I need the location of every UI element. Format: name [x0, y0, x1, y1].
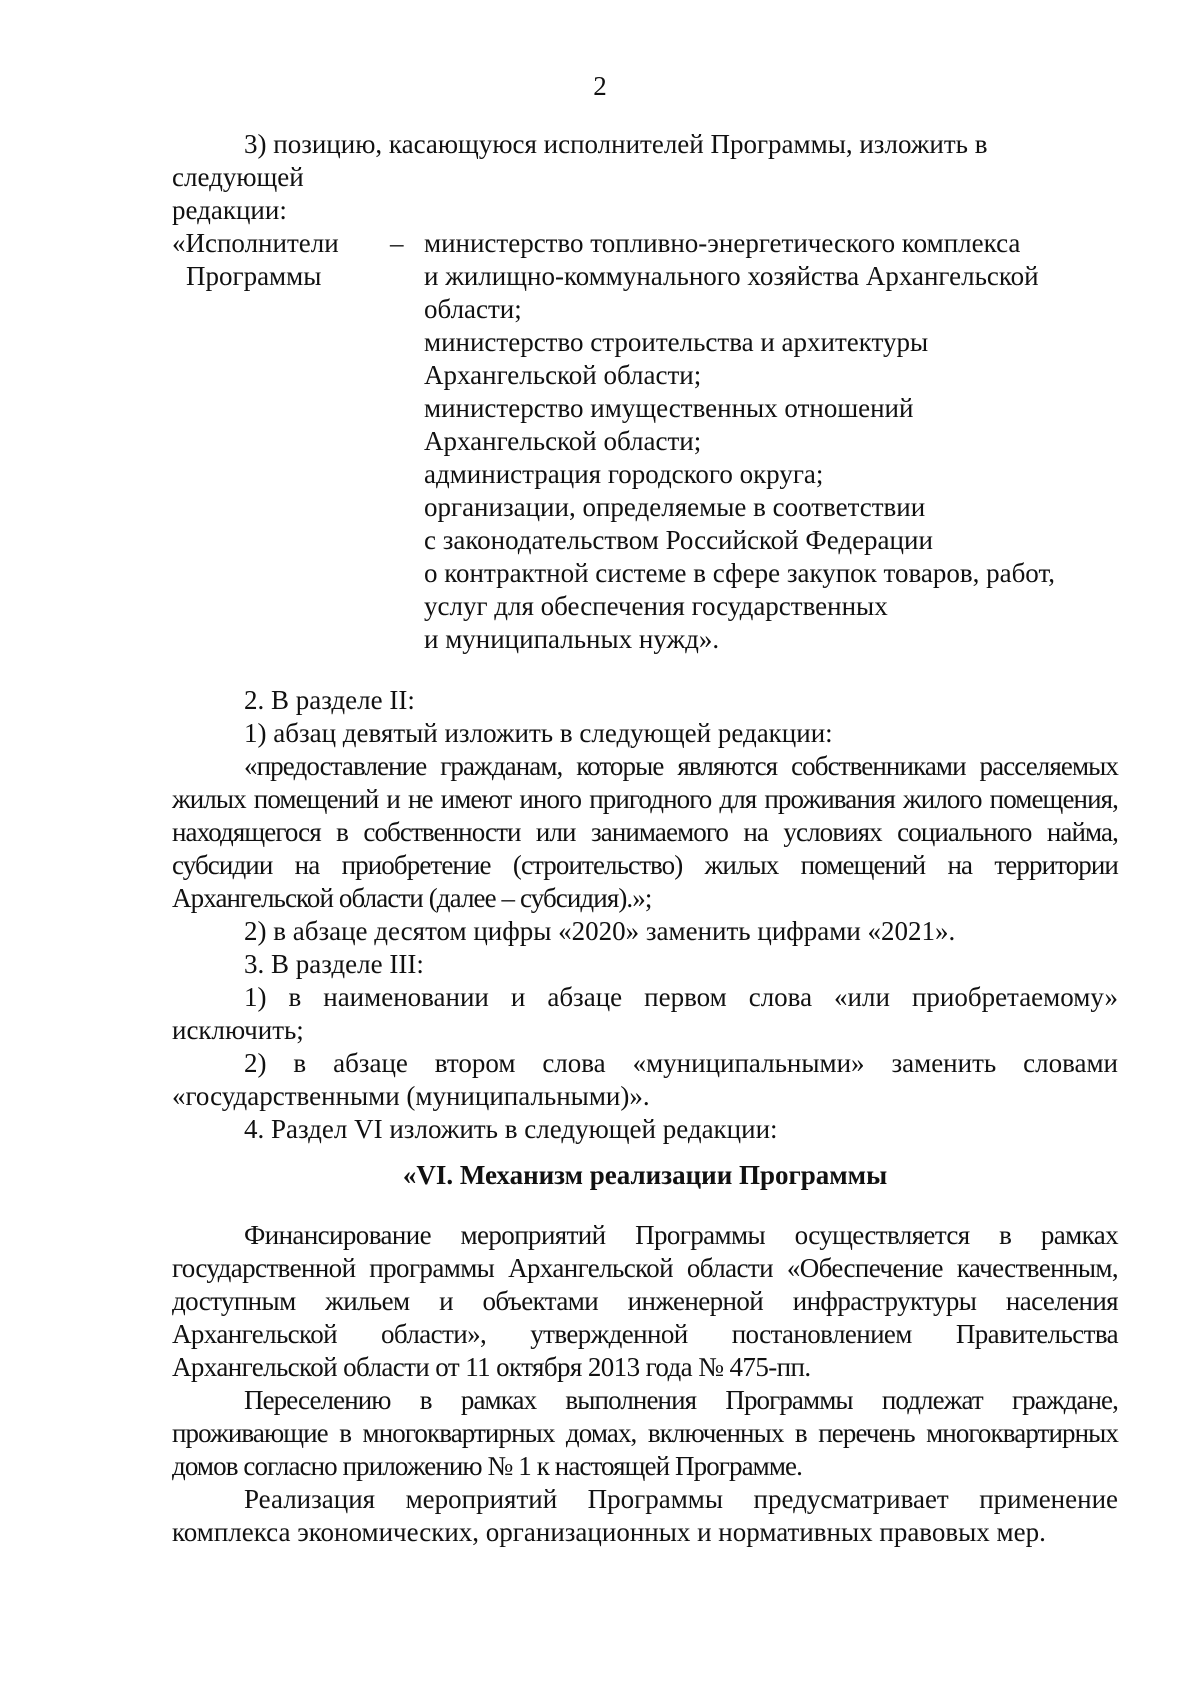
executors-dash: – — [390, 228, 404, 258]
executors-line: организации, определяемые в соответствии — [424, 492, 926, 522]
executors-label-line-2: Программы — [186, 261, 322, 291]
executors-line: министерство топливно-энергетического комплекса — [424, 228, 1021, 258]
section-6-body — [172, 1219, 1118, 1549]
executors-line: Архангельской области; — [424, 360, 702, 390]
executors-label-line-1: «Исполнители — [172, 228, 339, 258]
executors-line: о контрактной системе в сфере закупок товаров, работ, — [424, 558, 1055, 588]
section-3-title: 3. В разделе III: — [244, 949, 424, 979]
item-3-paragraph — [172, 128, 1118, 227]
executors-line: министерство имущественных отношений — [424, 393, 914, 423]
section-2-item-1: 1) абзац девятый изложить в следующей редакции: — [244, 718, 833, 748]
executors-line: услуг для обеспечения государственных — [424, 591, 888, 621]
section-6-paragraph-1: Финансирование мероприятий Программы осуществляется в рамках государственной программы Архангельской области «Обеспечение качественным, доступным жильем и объектами инженерной инфраструктуры населения Архангельской области», утвержденной постановлением Правительства Архангельской области от 11 октября 2013 года № 475-пп. — [172, 1220, 1118, 1382]
amendments-body — [172, 684, 1118, 1146]
page-number: 2 — [593, 71, 607, 101]
section-4-title: 4. Раздел VI изложить в следующей редакции: — [244, 1114, 778, 1144]
item-3-line-1: 3) позицию, касающуюся исполнителей Программы, изложить в следующей — [172, 129, 988, 192]
section-6-paragraph-2: Переселению в рамках выполнения Программы подлежат граждане, проживающие в многоквартирных домах, включенных в перечень многоквартирных домов согласно приложению № 1 к настоящей Программе. — [172, 1385, 1118, 1481]
section-2-title: 2. В разделе II: — [244, 685, 415, 715]
executors-line: министерство строительства и архитектуры — [424, 327, 929, 357]
executors-line: области; — [424, 294, 522, 324]
section-3-item-2: 2) в абзаце втором слова «муниципальными» заменить словами «государственными (муниципальными)». — [172, 1048, 1118, 1111]
executors-line: администрация городского округа; — [424, 459, 824, 489]
item-3-line-2: редакции: — [172, 195, 287, 225]
section-6-paragraph-3: Реализация мероприятий Программы предусматривает применение комплекса экономических, организационных и нормативных правовых мер. — [172, 1484, 1118, 1547]
executors-line: и жилищно-коммунального хозяйства Архангельской — [424, 261, 1039, 291]
section-6-heading: «VI. Механизм реализации Программы — [402, 1160, 888, 1190]
executors-list — [424, 227, 1124, 656]
section-2-quote: «предоставление гражданам, которые являются собственниками расселяемых жилых помещений и не имеют иного пригодного для проживания жилого помещения, находящегося в собственности или занимаемого на условиях социального найма, субсидии на приобретение (строительство) жилых помещений на территории Архангельской области (далее – субсидия).»; — [172, 751, 1118, 913]
executors-label — [172, 227, 372, 293]
section-3-item-1: 1) в наименовании и абзаце первом слова «или приобретаемому» исключить; — [172, 982, 1118, 1045]
executors-line: с законодательством Российской Федерации — [424, 525, 933, 555]
section-2-item-2: 2) в абзаце десятом цифры «2020» заменить цифрами «2021». — [244, 916, 956, 946]
executors-line: и муниципальных нужд». — [424, 624, 720, 654]
executors-line: Архангельской области; — [424, 426, 702, 456]
